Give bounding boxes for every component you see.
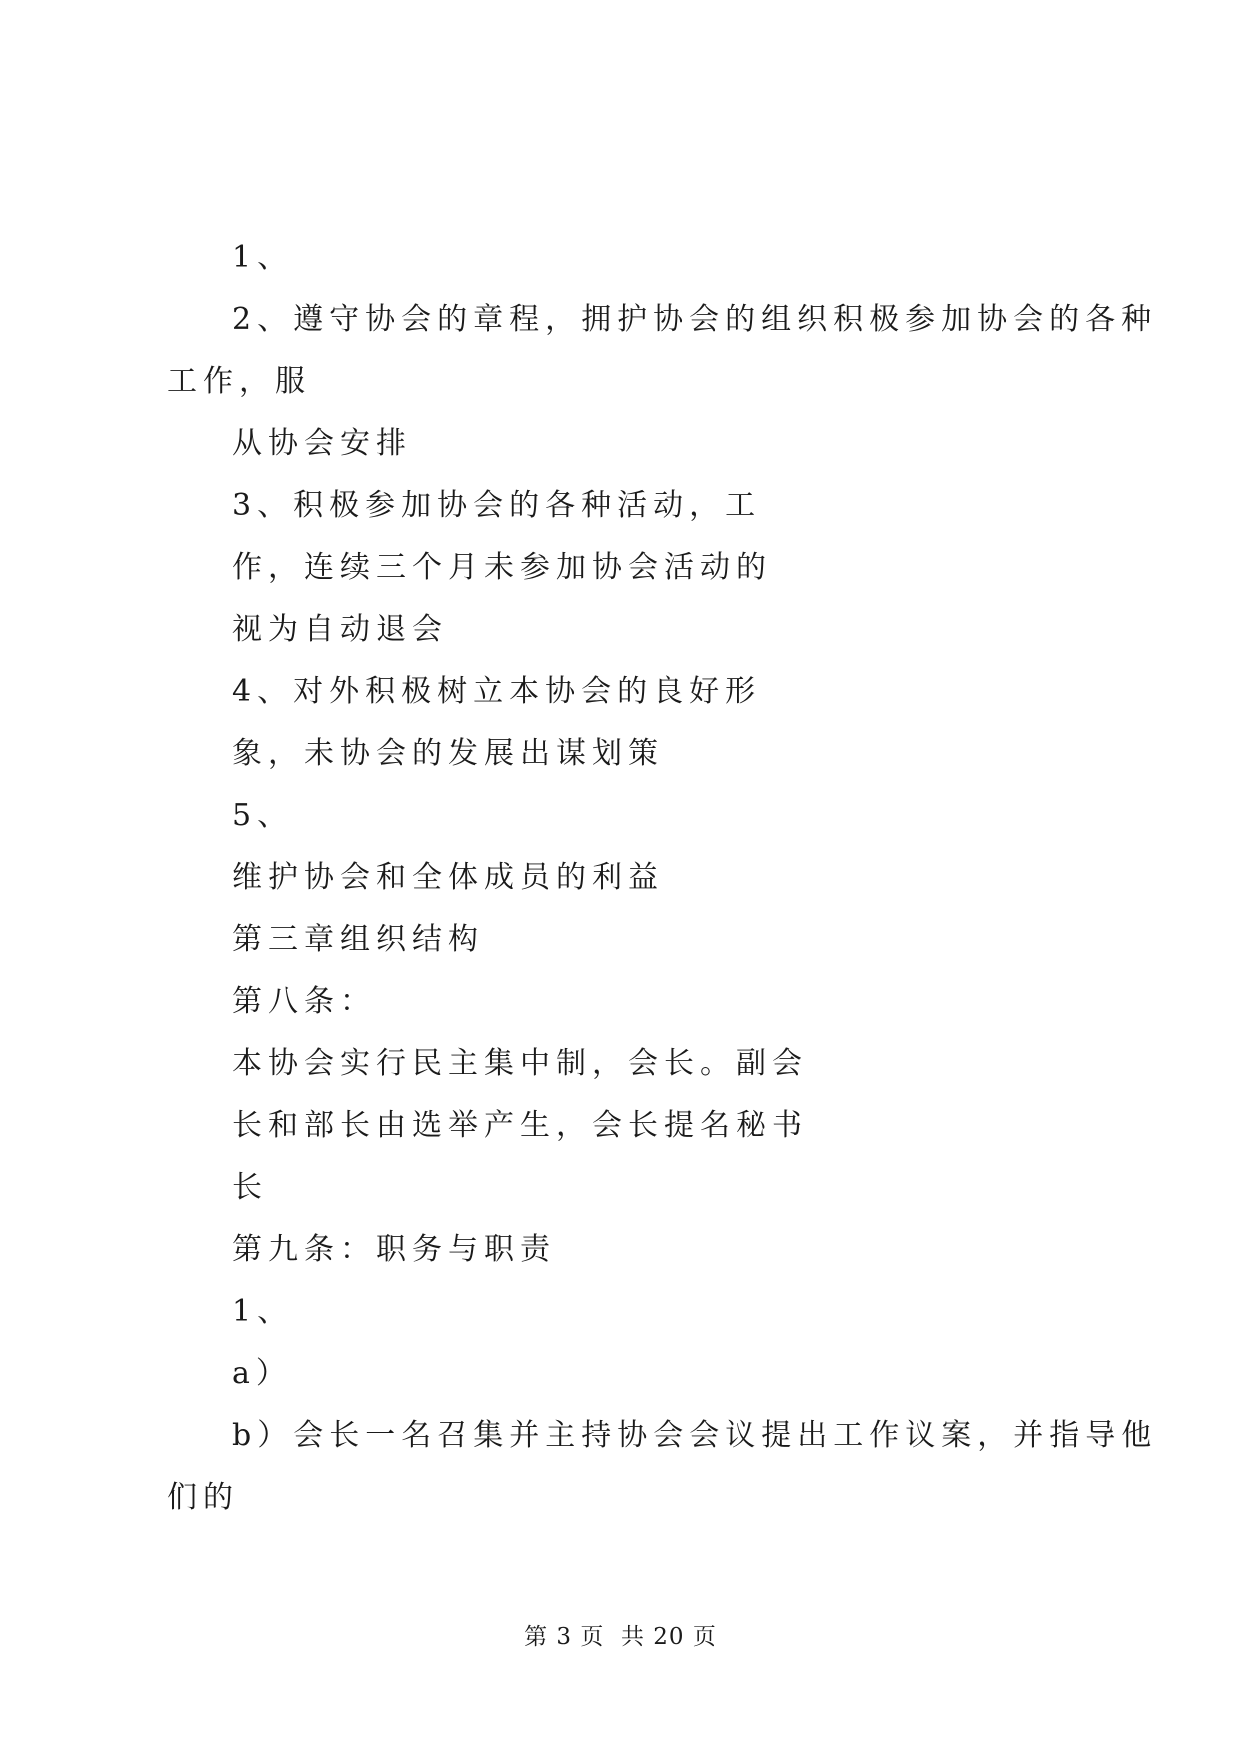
article-heading: 第八条： [232, 984, 376, 1019]
text-line: 本协会实行民主集中制，会长。副会 [232, 1046, 808, 1081]
page-footer [0, 1622, 1241, 1652]
text-line: 2、遵守协会的章程，拥护协会的组织积极参加协会的各种 [232, 302, 1158, 337]
text-line: 视为自动退会 [232, 612, 448, 647]
text-line: 象，未协会的发展出谋划策 [232, 736, 664, 771]
text-line: 4、对外积极树立本协会的良好形 [232, 674, 762, 709]
page-number-label: 第 3 页 共 20 页 [524, 1624, 717, 1650]
text-line: 1、 [232, 240, 294, 275]
text-line: 长 [232, 1170, 268, 1205]
text-line: 5、 [232, 798, 294, 833]
text-line: 们的 [167, 1480, 239, 1515]
text-line: 作，连续三个月未参加协会活动的 [232, 550, 772, 585]
text-line: 工作，服 [167, 364, 311, 399]
text-line: 维护协会和全体成员的利益 [232, 860, 664, 895]
text-line: 1、 [232, 1294, 294, 1329]
text-line: 长和部长由选举产生，会长提名秘书 [232, 1108, 808, 1143]
text-line: b）会长一名召集并主持协会会议提出工作议案，并指导他 [232, 1418, 1158, 1453]
text-line: 3、积极参加协会的各种活动，工 [232, 488, 762, 523]
article-heading: 第九条：职务与职责 [232, 1232, 556, 1267]
text-line: a） [232, 1356, 292, 1391]
text-line: 从协会安排 [232, 426, 412, 461]
chapter-heading: 第三章组织结构 [232, 922, 484, 957]
